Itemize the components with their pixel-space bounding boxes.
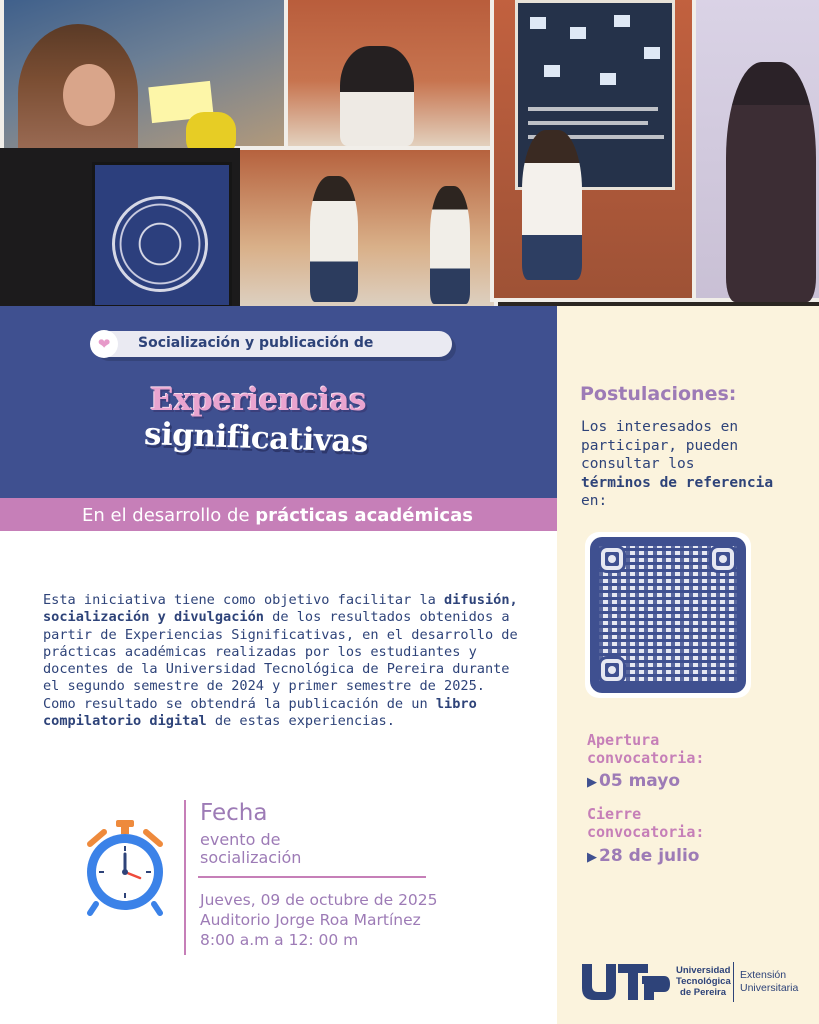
description-bold: libro compilatorio digital [43, 695, 477, 730]
logo-name-line1: Universidad [676, 965, 731, 976]
event-details [200, 890, 438, 950]
postulaciones-body [581, 418, 811, 511]
evento-subtitle-line1: evento de [200, 830, 281, 849]
logo-unit-name [740, 969, 798, 995]
band-bold: prácticas académicas [255, 505, 473, 526]
fecha-title: Fecha [200, 800, 268, 826]
evento-subtitle [200, 831, 400, 867]
band-prefix: En el desarrollo de [82, 505, 250, 526]
header-photo [0, 0, 819, 306]
utp-logo-icon [580, 962, 672, 1002]
child-figure [726, 62, 816, 302]
subtitle-pill-text: Socialización y publicación de [138, 335, 374, 351]
postulaciones-line: participar, pueden [581, 437, 739, 454]
postulaciones-title: Postulaciones: [580, 383, 737, 405]
description-paragraph [43, 592, 523, 730]
evento-subtitle-line2: socialización [200, 848, 302, 867]
cierre-label-line2: convocatoria: [587, 823, 705, 841]
child-figure [430, 186, 470, 304]
postulaciones-line: Los interesados en [581, 419, 739, 435]
cierre-label-line1: Cierre [587, 805, 642, 823]
apertura-label-line1: Apertura [587, 731, 660, 749]
child-figure [340, 46, 414, 146]
description-text: de estas experiencias. [206, 713, 395, 730]
description-bold: difusión, socialización y divulgación [43, 592, 518, 626]
logo-name-line2: Tecnológica [676, 976, 731, 987]
triangle-bullet-icon: ▶ [587, 775, 597, 790]
logo-divider [733, 962, 734, 1002]
child-figure [310, 176, 358, 302]
logo-unit-line1: Extensión [740, 969, 787, 981]
description-text: Esta iniciativa tiene como objetivo facilitar la [43, 592, 436, 608]
triangle-bullet-icon: ▶ [587, 850, 597, 865]
apertura-date [587, 771, 680, 791]
event-venue: Auditorio Jorge Roa Martínez [200, 911, 421, 929]
band-text [82, 505, 473, 526]
apertura-label [587, 731, 704, 767]
university-seal [112, 196, 208, 292]
cierre-date [587, 846, 699, 866]
child-figure [522, 130, 582, 280]
alarm-clock-icon [80, 818, 170, 918]
qr-finder [601, 659, 623, 681]
vertical-divider [184, 800, 186, 955]
horizontal-divider [198, 876, 426, 878]
event-date: Jueves, 09 de octubre de 2025 [200, 891, 438, 909]
title-line-2: significativas [143, 416, 369, 460]
qr-finder [601, 548, 623, 570]
apertura-date-value: 05 mayo [599, 771, 680, 791]
qr-finder [712, 548, 734, 570]
description-text: de los resultados obtenidos a partir de Experiencias Significativas, en el desarrollo de prácticas académicas realizadas por los estudiantes y docentes de la Universidad Tecnológica de Pereira durante el segundo semestre de 2024 y primer semestre de 2025. Como resultado se obtendrá la publicación de un [43, 609, 518, 712]
title-line-1: Experiencias [150, 382, 367, 418]
speaker-figure [18, 24, 138, 164]
postulaciones-line: en: [581, 493, 608, 509]
logo-university-name [676, 965, 731, 998]
event-time: 8:00 a.m a 12: 00 m [200, 931, 359, 949]
postulaciones-line: consultar los [581, 456, 695, 472]
logo-name-line3: de Pereira [680, 987, 726, 998]
logo-unit-line2: Universitaria [740, 982, 799, 994]
cierre-label [587, 805, 704, 841]
terms-link[interactable]: términos de referencia [581, 474, 774, 491]
cierre-date-value: 28 de julio [599, 846, 700, 866]
apertura-label-line2: convocatoria: [587, 749, 705, 767]
heart-icon: ❤ [90, 330, 118, 358]
